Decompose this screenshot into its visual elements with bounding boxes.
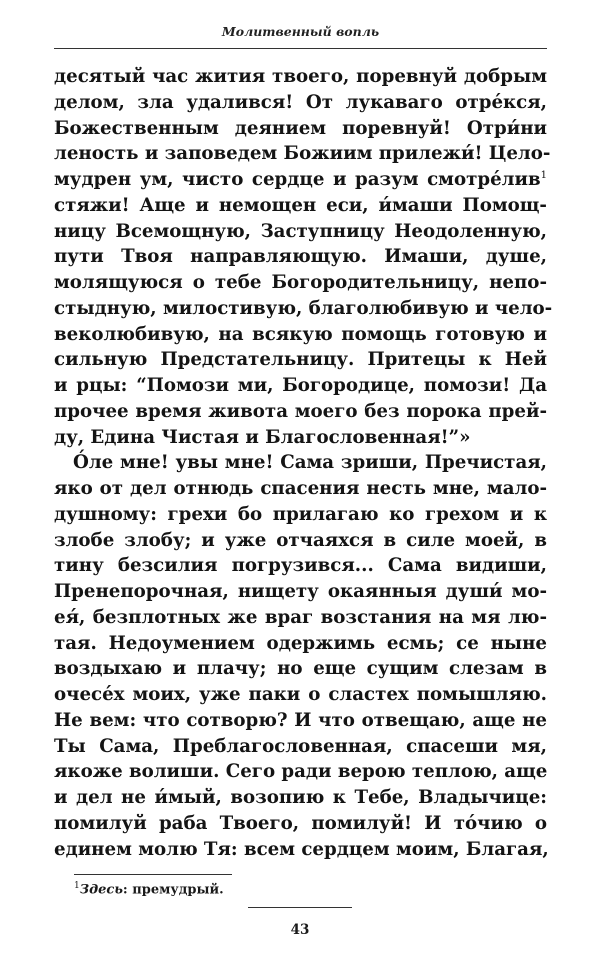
footnote-mark: 1 (74, 881, 80, 891)
text-line: и дел не и́мый, возопию к Тебе, Владычице: (54, 787, 547, 808)
text-line: яко от дел отнюдь спасения несть мне, мало- (54, 478, 547, 499)
text-line: прочее время живота моего без порока прей- (54, 400, 547, 422)
text-line: молящуюся о тебе Богородительницу, непо- (54, 272, 547, 293)
text-line: стыдную, милостивую, благолюбивую и чело- (54, 297, 553, 319)
text-line: Не вем: что сотворю? И что отвещаю, аще не (54, 709, 547, 731)
text-line-with-footnote (54, 167, 547, 193)
text-line: единем молю Тя: всем сердцем моим, Благая, (54, 838, 549, 860)
running-head: Молитвенный вопль (221, 24, 380, 39)
text-line: якоже волиши. Сего ради верою теплою, аще (54, 761, 548, 783)
footnote-definition: премудрый. (132, 882, 224, 898)
paragraph-start-line: О́ле мне! увы мне! Сама зриши, Пречистая, (73, 452, 547, 474)
text-line: Божественным деянием поревнуй! Отри́ни (54, 117, 547, 139)
text-line: Ты Сама, Преблагословенная, спасеши мя, (54, 735, 547, 757)
text-line: очесе́х моих, уже паки о сластех помышляю. (54, 684, 547, 705)
body-text (54, 64, 553, 862)
text-line: ду, Едина Чистая и Благословенная!”» (54, 426, 471, 448)
text-line: пути Твоя направляющую. Имаши, душе, (54, 246, 547, 268)
text-line: тая. Недоумением одержимь есмь; се ныне (54, 632, 547, 654)
text-line: помилуй раба Твоего, помилуй! И то́чию о (54, 812, 547, 834)
text-line: тину безсилия погрузився... Сама видиши, (54, 555, 547, 577)
text-line: ницу Всемощную, Заступницу Неодоленную, (54, 220, 547, 242)
text-line: веколюбивую, на всякую помощь готовую и (54, 323, 547, 345)
footnote (74, 881, 224, 897)
footnote-separator: : (122, 882, 133, 898)
page-number-rule (248, 907, 352, 908)
header-rule (54, 48, 547, 49)
text-line: Пренепорочная, нищету окаянныя души́ мо- (54, 581, 547, 602)
text-line: злобе злобу; и уже отчаяхся в силе моей, в (54, 529, 547, 551)
text-line: мудрен ум, чисто сердце и разум смотре́лив (54, 169, 541, 190)
footnote-rule (74, 874, 232, 875)
text-line: леность и заповедем Божиим прилежи́! Цело- (54, 143, 551, 165)
text-line: делом, зла удалився! От лукаваго отре́кся, (54, 91, 547, 113)
text-line: стяжи! Аще и немощен еси, и́маши Помощ- (54, 194, 547, 216)
text-line: душному: грехи бо прилагаю ко грехом и к (54, 503, 547, 525)
footnote-term: Здесь (79, 882, 123, 898)
footnote-reference: 1 (540, 169, 547, 181)
text-line: ея́, безплотных же враг возстания на мя лю- (54, 606, 547, 628)
text-line: сильную Предстательницу. Притецы к Ней (54, 349, 547, 371)
text-line: десятый час жития твоего, поревнуй добрым (54, 66, 547, 87)
text-line: и рцы: “Помози ми, Богородице, помози! Да (54, 375, 547, 396)
page-number: 43 (290, 922, 310, 938)
text-line: воздыхаю и плачу; но еще сущим слезам в (54, 658, 547, 680)
